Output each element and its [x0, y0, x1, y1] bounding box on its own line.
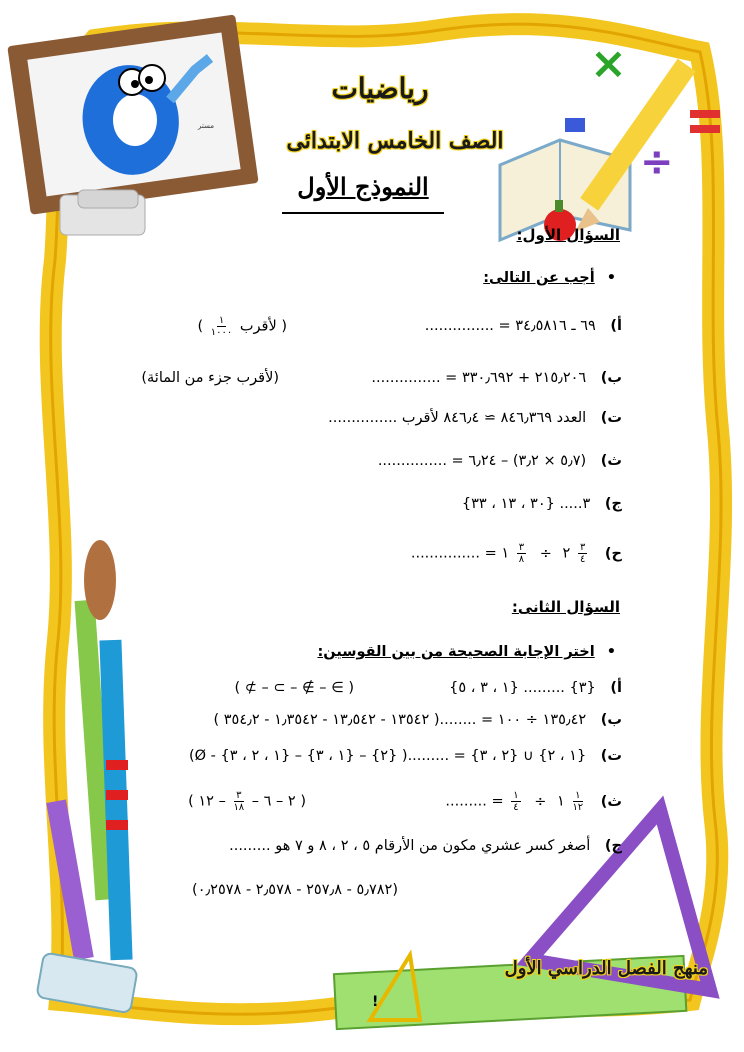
q1-item-a: أ) ٦٩ ـ ٣٤٫٥٨١٦ = ...............: [424, 318, 622, 334]
grade-title: الصف الخامس الابتدائى: [286, 128, 504, 154]
footer-banner: منهج الفصل الدراسي الأول: [504, 958, 708, 979]
fraction: $\frac{١}{١٢}$: [572, 790, 584, 813]
svg-text:×: ×: [590, 38, 627, 89]
q2-item-a-options: ( ∋ – ∌ – ⊃ – ⊅ ): [234, 680, 354, 696]
q1-instruction: • أجب عن التالى:: [483, 270, 616, 286]
fraction: $\frac{٣}{١٨}$: [233, 790, 245, 813]
title-underline: [282, 212, 444, 214]
q2-item-b: ب) ١٣٥٫٤٢ ÷ ١٠٠ = ........( ١٣٥٤٢ - ١٣٫٥٤٢ - ١٫٣٥٤٢ - ٣٥٤٫٢ ): [213, 712, 622, 728]
fraction: $\frac{٣}{٤}$: [579, 542, 586, 565]
q2-item-t: ت) {١ ، ٢} ∪ {٢ ، ٣} = .........( {٢} – {١ ، ٣} – {١ ، ٢ ، ٣} - Ø): [188, 748, 622, 764]
model-title: النموذج الأول: [297, 172, 429, 201]
q2-item-th-options: ( ٢ – ٦ – $\frac{٣}{١٨}$ – ١٢ ): [188, 790, 306, 813]
board-logo-text: مستر: [198, 122, 214, 130]
q1-item-a-hint: ( لأقرب $\frac{١}{١٠٠٠}$ ): [197, 315, 287, 338]
q2-title: السؤال الثانى:: [511, 598, 620, 616]
fraction: $\frac{٣}{٨}$: [518, 542, 525, 565]
chalkboard-icon: [7, 14, 258, 235]
book-pencil-icon: [500, 38, 720, 241]
q1-item-j: ج) ٣..... {٣٠ ، ١٣ ، ٣٣}: [461, 496, 622, 512]
q1-item-b: ب) ٢١٥٫٢٠٦ + ٣٣٠٫٦٩٢ = ...............: [371, 370, 622, 386]
q1-item-h: ح) $\frac{٣}{٤}$ ٢ ÷ $\frac{٣}{٨}$ ١ = ...............: [410, 542, 622, 565]
q1-title: السؤال الأول:: [516, 226, 620, 244]
fraction: $\frac{١}{١٠٠٠}$: [210, 315, 233, 338]
q2-item-j-options: (٥٫٧٨٢ - ٢٥٧٫٨ - ٢٫٥٧٨ - ٠٫٢٥٧٨): [192, 882, 398, 898]
q1-item-th: ث) (٥٫٧ × ٣٫٢) – ٦٫٢٤ = ...............: [377, 453, 622, 469]
ruler-mark: !: [372, 994, 379, 1010]
q1-item-t: ت) العدد ٨٤٦٫٣٦٩ ≃ ٨٤٦٫٤ لأقرب ...............: [328, 410, 622, 426]
q2-item-a: أ) {٣} ......... {١ ، ٣ ، ٥}: [449, 680, 622, 696]
subject-title: رياضيات: [331, 72, 429, 105]
q2-instruction: • اختر الإجابة الصحيحة من بين القوسين:: [317, 644, 616, 660]
q1-item-b-hint: (لأقرب جزء من المائة): [141, 370, 279, 386]
q2-item-j: ج) أصغر كسر عشري مكون من الأرقام ٥ ، ٢ ، ٨ و ٧ هو .........: [229, 838, 622, 854]
fraction: $\frac{١}{٤}$: [513, 790, 519, 813]
svg-text:÷: ÷: [640, 139, 674, 185]
q2-item-th: ث) $\frac{١}{١٢}$ ١ ÷ $\frac{١}{٤}$ = .........: [445, 790, 622, 813]
